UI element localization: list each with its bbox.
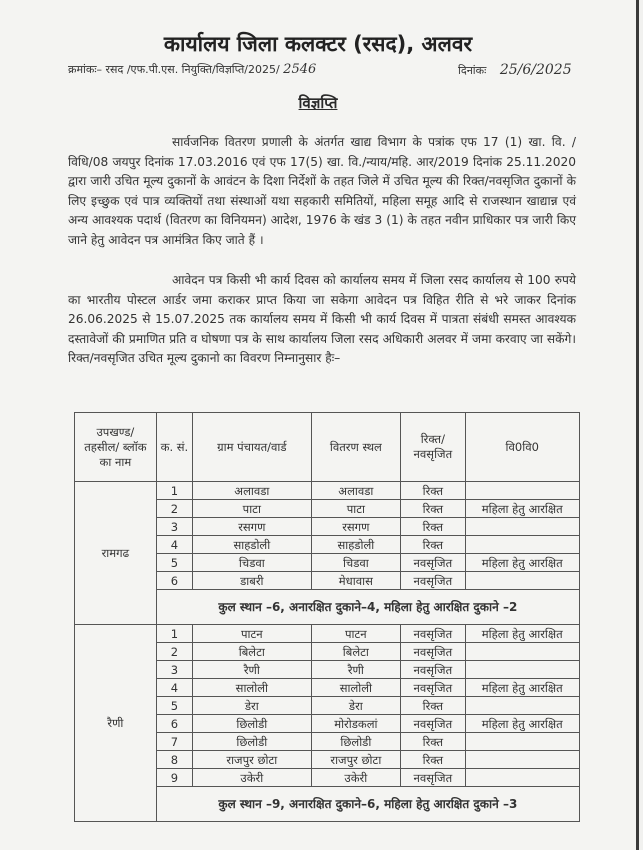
distribution-site-cell: पाटा: [311, 500, 401, 518]
serial-number: 1: [156, 482, 192, 500]
col-status: रिक्त/ नवसृजित: [401, 413, 465, 482]
status-cell: नवसृजित: [401, 769, 465, 787]
remark-cell: [465, 482, 580, 500]
distribution-site-cell: रसगण: [311, 518, 401, 536]
group-summary: कुल स्थान –9, अनारक्षित दुकाने–6, महिला हेतु आरक्षित दुकाने –3: [156, 787, 579, 822]
col-remark: वि0वि0: [465, 413, 580, 482]
distribution-site-cell: मेधावास: [311, 572, 401, 590]
panchayat-cell: डाबरी: [193, 572, 311, 590]
col-sno: क. सं.: [156, 413, 192, 482]
status-cell: रिक्त: [401, 536, 465, 554]
remark-cell: [465, 518, 580, 536]
panchayat-cell: अलावडा: [193, 482, 311, 500]
status-cell: रिक्त: [401, 751, 465, 769]
distribution-site-cell: डेरा: [311, 697, 401, 715]
reference-number: 2546: [283, 62, 317, 77]
status-cell: नवसृजित: [401, 679, 465, 697]
serial-number: 4: [156, 679, 192, 697]
status-cell: नवसृजित: [401, 625, 465, 643]
status-cell: रिक्त: [401, 482, 465, 500]
table-row: [75, 625, 580, 643]
panchayat-cell: छिलोडी: [193, 715, 311, 733]
distribution-site-cell: पाटन: [311, 625, 401, 643]
remark-cell: [465, 751, 580, 769]
serial-number: 6: [156, 572, 192, 590]
distribution-site-cell: मोरोडकलां: [311, 715, 401, 733]
date-label: दिनांकः: [458, 64, 487, 77]
remark-cell: [465, 733, 580, 751]
panchayat-cell: पाटन: [193, 625, 311, 643]
date-value: 25/6/2025: [499, 62, 572, 78]
remark-cell: [465, 661, 580, 679]
serial-number: 6: [156, 715, 192, 733]
distribution-site-cell: चिडवा: [311, 554, 401, 572]
status-cell: नवसृजित: [401, 661, 465, 679]
status-cell: रिक्त: [401, 697, 465, 715]
block-name: रामगढ: [75, 482, 157, 625]
serial-number: 3: [156, 661, 192, 679]
table-header-row: [75, 413, 580, 482]
remark-cell: महिला हेतु आरक्षित: [465, 625, 580, 643]
serial-number: 5: [156, 554, 192, 572]
remark-cell: महिला हेतु आरक्षित: [465, 554, 580, 572]
remark-cell: महिला हेतु आरक्षित: [465, 679, 580, 697]
status-cell: नवसृजित: [401, 554, 465, 572]
serial-number: 2: [156, 500, 192, 518]
distribution-site-cell: उकेरी: [311, 769, 401, 787]
panchayat-cell: छिलोडी: [193, 733, 311, 751]
remark-cell: [465, 697, 580, 715]
distribution-site-cell: अलावडा: [311, 482, 401, 500]
status-cell: नवसृजित: [401, 572, 465, 590]
serial-number: 8: [156, 751, 192, 769]
serial-number: 3: [156, 518, 192, 536]
reference-label: क्रमांकः– रसद /एफ.पी.एस. नियुक्ति/विज्ञप्ति/2025/: [68, 63, 280, 76]
remark-cell: महिला हेतु आरक्षित: [465, 500, 580, 518]
paragraph-2: आवेदन पत्र किसी भी कार्य दिवस को कार्यालय समय में जिला रसद कार्यालय से 100 रुपये का भारतीय पोस्टल आर्डर जमा कराकर प्राप्त किया जा सकेगा आवेदन पत्र विहित रीति से भरे जाकर दिनांक 26.06.2025 से 15.07.2025 तक कार्यालय समय में किसी भी कार्य दिवस में पात्रता संबंधी समस्त आवश्यक दस्तावेजों की प्रमाणित प्रति व घोषणा पत्र के साथ कार्यालय जिला रसद अधिकारी अलवर में जमा करवाए जा सकेंगे। रिक्त/नवसृजित उचित मूल्य दुकानो का विवरण निम्नानुसार हैः–: [68, 273, 576, 366]
panchayat-cell: डेरा: [193, 697, 311, 715]
date-line: [458, 62, 572, 78]
remark-cell: [465, 536, 580, 554]
serial-number: 7: [156, 733, 192, 751]
status-cell: रिक्त: [401, 518, 465, 536]
panchayat-cell: राजपुर छोटा: [193, 751, 311, 769]
table-row: [75, 482, 580, 500]
serial-number: 1: [156, 625, 192, 643]
panchayat-cell: रैणी: [193, 661, 311, 679]
panchayat-cell: बिलेटा: [193, 643, 311, 661]
col-panchayat: ग्राम पंचायत/वार्ड: [193, 413, 311, 482]
distribution-site-cell: साहडोली: [311, 536, 401, 554]
col-site: वितरण स्थल: [311, 413, 401, 482]
distribution-site-cell: सालोली: [311, 679, 401, 697]
remark-cell: [465, 643, 580, 661]
panchayat-cell: साहडोली: [193, 536, 311, 554]
status-cell: रिक्त: [401, 500, 465, 518]
status-cell: नवसृजित: [401, 643, 465, 661]
panchayat-cell: उकेरी: [193, 769, 311, 787]
block-name: रैणी: [75, 625, 157, 822]
panchayat-cell: चिडवा: [193, 554, 311, 572]
remark-cell: [465, 769, 580, 787]
subject-heading: विज्ञप्ति: [298, 94, 338, 112]
serial-number: 5: [156, 697, 192, 715]
paragraph-1: सार्वजनिक वितरण प्रणाली के अंतर्गत खाद्य विभाग के पत्रांक एफ 17 (1) खा. वि. /विधि/08 जयपुर दिनांक 17.03.2016 एवं एफ 17(5) खा. वि./न्याय/महि. आर/2019 दिनांक 25.11.2020 द्वारा जारी उचित मूल्य दुकानों के आवंटन के दिशा निर्देशों के तहत जिले में उचित मूल्य की रिक्त/नवसृजित दुकानों के लिए इच्छुक एवं पात्र व्यक्तियों तथा संस्थाओं यथा सहकारी समितियों, महिला समूह आदि से राजस्थान खाद्यान्न एवं अन्य आवश्यक पदार्थ (वितरण का विनियमन) आदेश, 1976 के खंड 3 (1) के तहत नवीन प्राधिकार पत्र जारी किए जाने हेतु आवेदन पत्र आमंत्रित किए जाते हैं ।: [68, 135, 576, 247]
group-summary: कुल स्थान –6, अनारक्षित दुकाने–4, महिला हेतु आरक्षित दुकाने –2: [156, 590, 579, 625]
col-block: उपखण्ड/ तहसील/ ब्लॉक का नाम: [75, 413, 157, 482]
remark-cell: महिला हेतु आरक्षित: [465, 715, 580, 733]
distribution-site-cell: छिलोडी: [311, 733, 401, 751]
serial-number: 2: [156, 643, 192, 661]
serial-number: 4: [156, 536, 192, 554]
table-body: [75, 482, 580, 822]
office-title: कार्यालय जिला कलक्टर (रसद), अलवर: [163, 32, 473, 56]
remark-cell: [465, 572, 580, 590]
distribution-site-cell: राजपुर छोटा: [311, 751, 401, 769]
panchayat-cell: पाटा: [193, 500, 311, 518]
serial-number: 9: [156, 769, 192, 787]
shops-table: [74, 412, 580, 822]
distribution-site-cell: रैणी: [311, 661, 401, 679]
distribution-site-cell: बिलेटा: [311, 643, 401, 661]
reference-line: [68, 62, 316, 77]
panchayat-cell: सालोली: [193, 679, 311, 697]
panchayat-cell: रसगण: [193, 518, 311, 536]
status-cell: नवसृजित: [401, 715, 465, 733]
status-cell: रिक्त: [401, 733, 465, 751]
